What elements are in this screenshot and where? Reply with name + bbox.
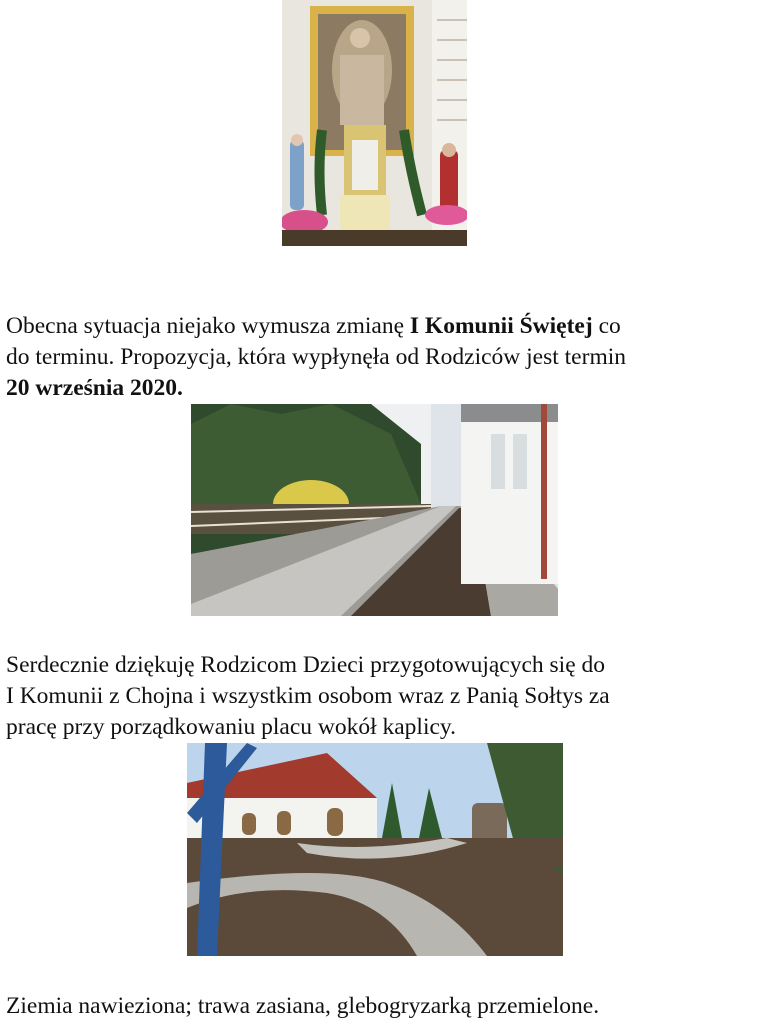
text-line: pracę przy porządkowaniu placu wokół kaplicy.: [6, 714, 457, 740]
chapel-photo: [187, 743, 563, 956]
altar-photo: [282, 0, 467, 246]
text-line: [6, 311, 758, 342]
text-line: Serdecznie dziękuję Rodzicom Dzieci przygotowujących się do: [6, 652, 606, 678]
text-line: [6, 373, 758, 404]
path-photo: [191, 404, 558, 616]
text-run: Obecna sytuacja niejako wymusza zmianę: [6, 313, 410, 339]
bold-text-first-communion: I Komunii Świętej: [409, 313, 593, 339]
text-line: do terminu. Propozycja, która wypłynęła od Rodziców jest termin: [6, 344, 626, 370]
text-run: co: [592, 313, 621, 339]
bold-text-date: 20 września 2020.: [6, 375, 183, 401]
text-line: Ziemia nawieziona; trawa zasiana, glebogryzarką przemielone.: [6, 993, 600, 1019]
text-line: I Komunii z Chojna i wszystkim osobom wraz z Panią Sołtys za: [6, 683, 610, 709]
paragraph-thanks: [6, 650, 758, 743]
paragraph-first-communion: [6, 311, 758, 404]
paragraph-soil: [6, 991, 758, 1022]
